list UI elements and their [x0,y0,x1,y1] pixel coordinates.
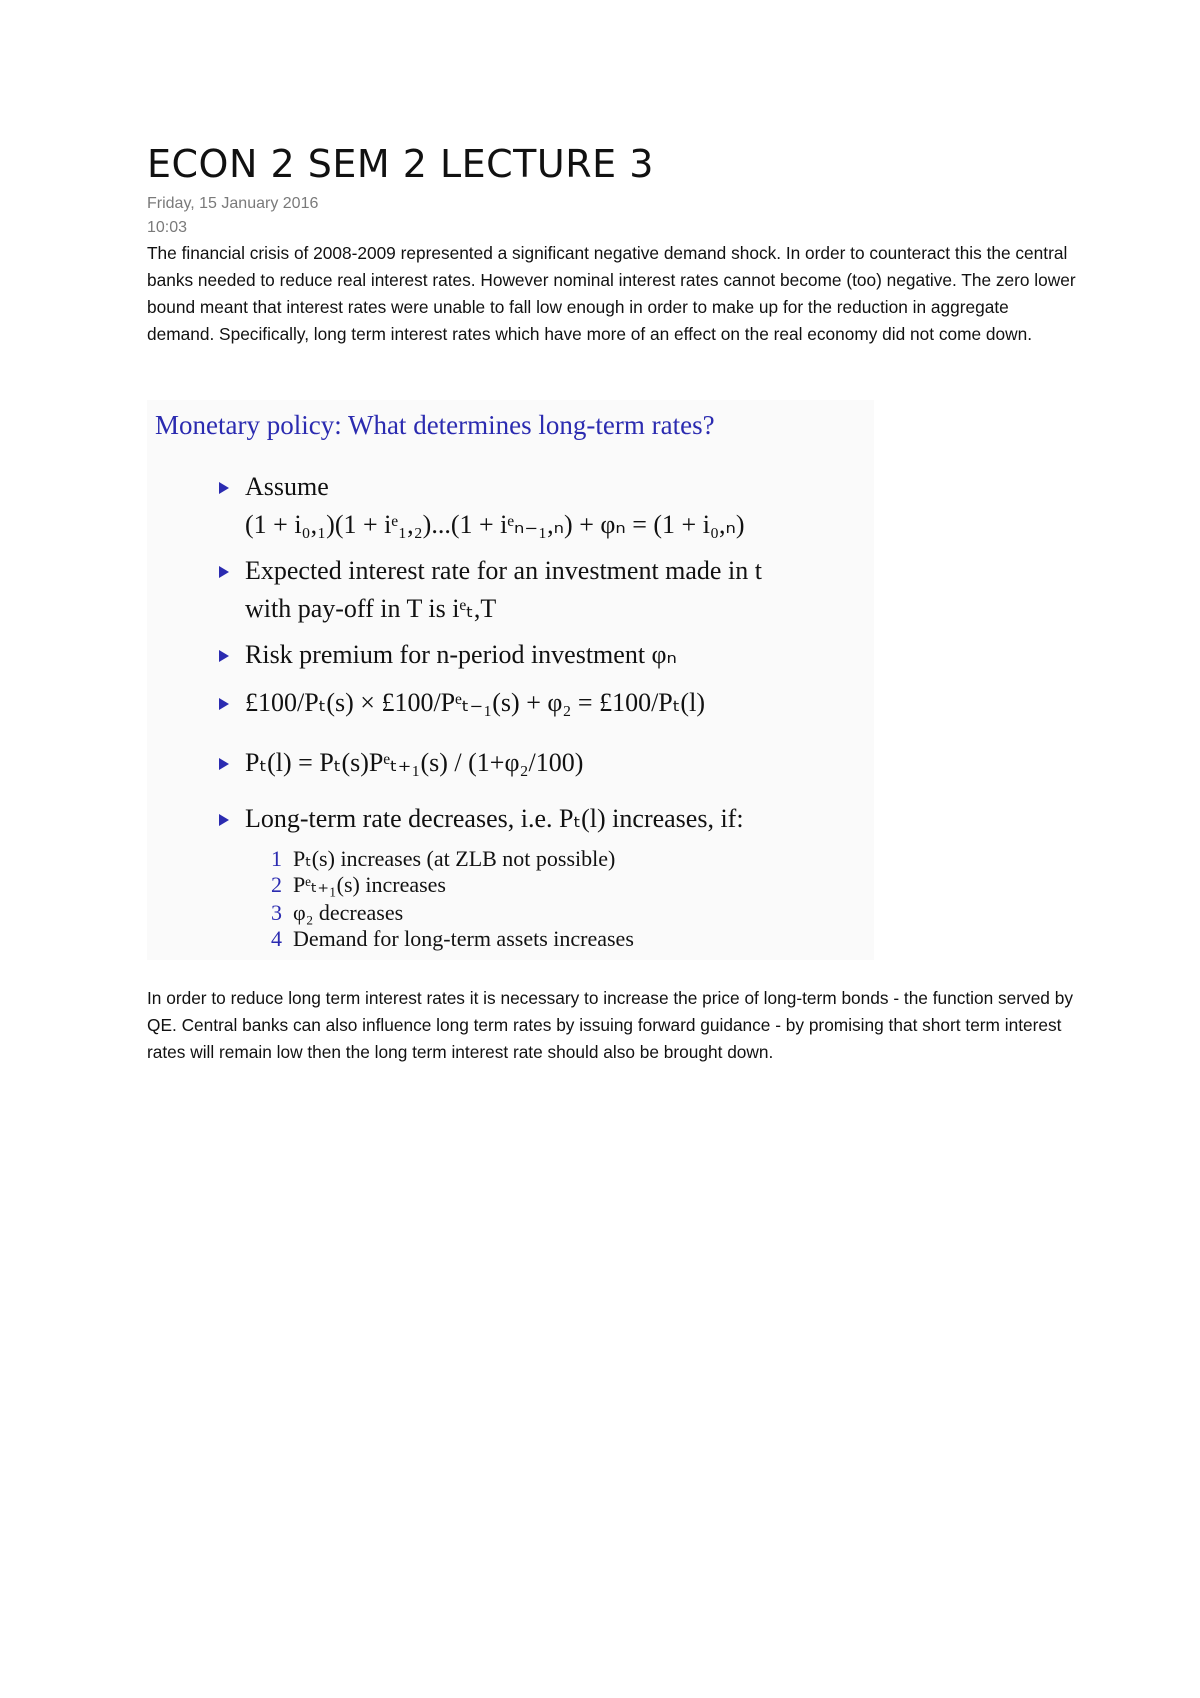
triangle-bullet-icon [219,758,229,770]
condition-item [271,872,446,898]
bullet-formula: (1 + i₀,₁)(1 + iᵉ₁,₂)...(1 + iᵉₙ₋₁,ₙ) + φₙ = (1 + i₀,ₙ) [245,510,745,539]
condition-number: 2 [271,872,282,897]
condition-item [271,900,403,926]
note-page [147,140,1077,348]
bullet-text: with pay-off in T is iᵉₜ,T [245,594,497,623]
condition-text: φ₂ decreases [293,900,404,925]
bullet-text: Risk premium for n-period investment φₙ [245,640,677,669]
condition-item [271,846,615,872]
triangle-bullet-icon [219,814,229,826]
slide-title: Monetary policy: What determines long-term rates? [155,410,715,440]
condition-item [271,926,634,952]
triangle-bullet-icon [219,566,229,578]
condition-number: 1 [271,846,282,871]
bullet-text: Assume [245,472,329,501]
page-title: ECON 2 SEM 2 LECTURE 3 [147,142,654,186]
bullet-formula: £100/Pₜ(s) × £100/Pᵉₜ₋₁(s) + φ₂ = £100/Pₜ(l) [245,688,705,717]
triangle-bullet-icon [219,650,229,662]
triangle-bullet-icon [219,698,229,710]
lecture-slide-image [147,400,874,960]
closing-section [147,985,1077,1066]
condition-text: Demand for long-term assets increases [293,926,634,951]
intro-paragraph: The financial crisis of 2008-2009 represented a significant negative demand shock. In order to counteract this the central banks needed to reduce real interest rates. However nominal interest rates cannot become (too) negative. The zero lower bound meant that interest rates were unable to fall low enough in order to make up for the reduction in aggregate demand. Specifically, long term interest rates which have more of an effect on the real economy did not come down. [147,243,1076,344]
triangle-bullet-icon [219,482,229,494]
closing-paragraph: In order to reduce long term interest rates it is necessary to increase the price of long-term bonds - the function served by QE. Central banks can also influence long term rates by issuing forward guidance - by promising that short term interest rates will remain low then the long term interest rate should also be brought down. [147,988,1073,1062]
condition-number: 3 [271,900,282,925]
condition-number: 4 [271,926,282,951]
bullet-formula: Pₜ(l) = Pₜ(s)Pᵉₜ₊₁(s) / (1+φ₂/100) [245,748,584,777]
condition-text: Pᵉₜ₊₁(s) increases [293,872,446,897]
condition-text: Pₜ(s) increases (at ZLB not possible) [293,846,616,871]
bullet-text: Long-term rate decreases, i.e. Pₜ(l) increases, if: [245,804,744,833]
note-time: 10:03 [147,219,188,236]
note-date: Friday, 15 January 2016 [147,195,319,212]
bullet-text: Expected interest rate for an investment made in t [245,556,762,585]
